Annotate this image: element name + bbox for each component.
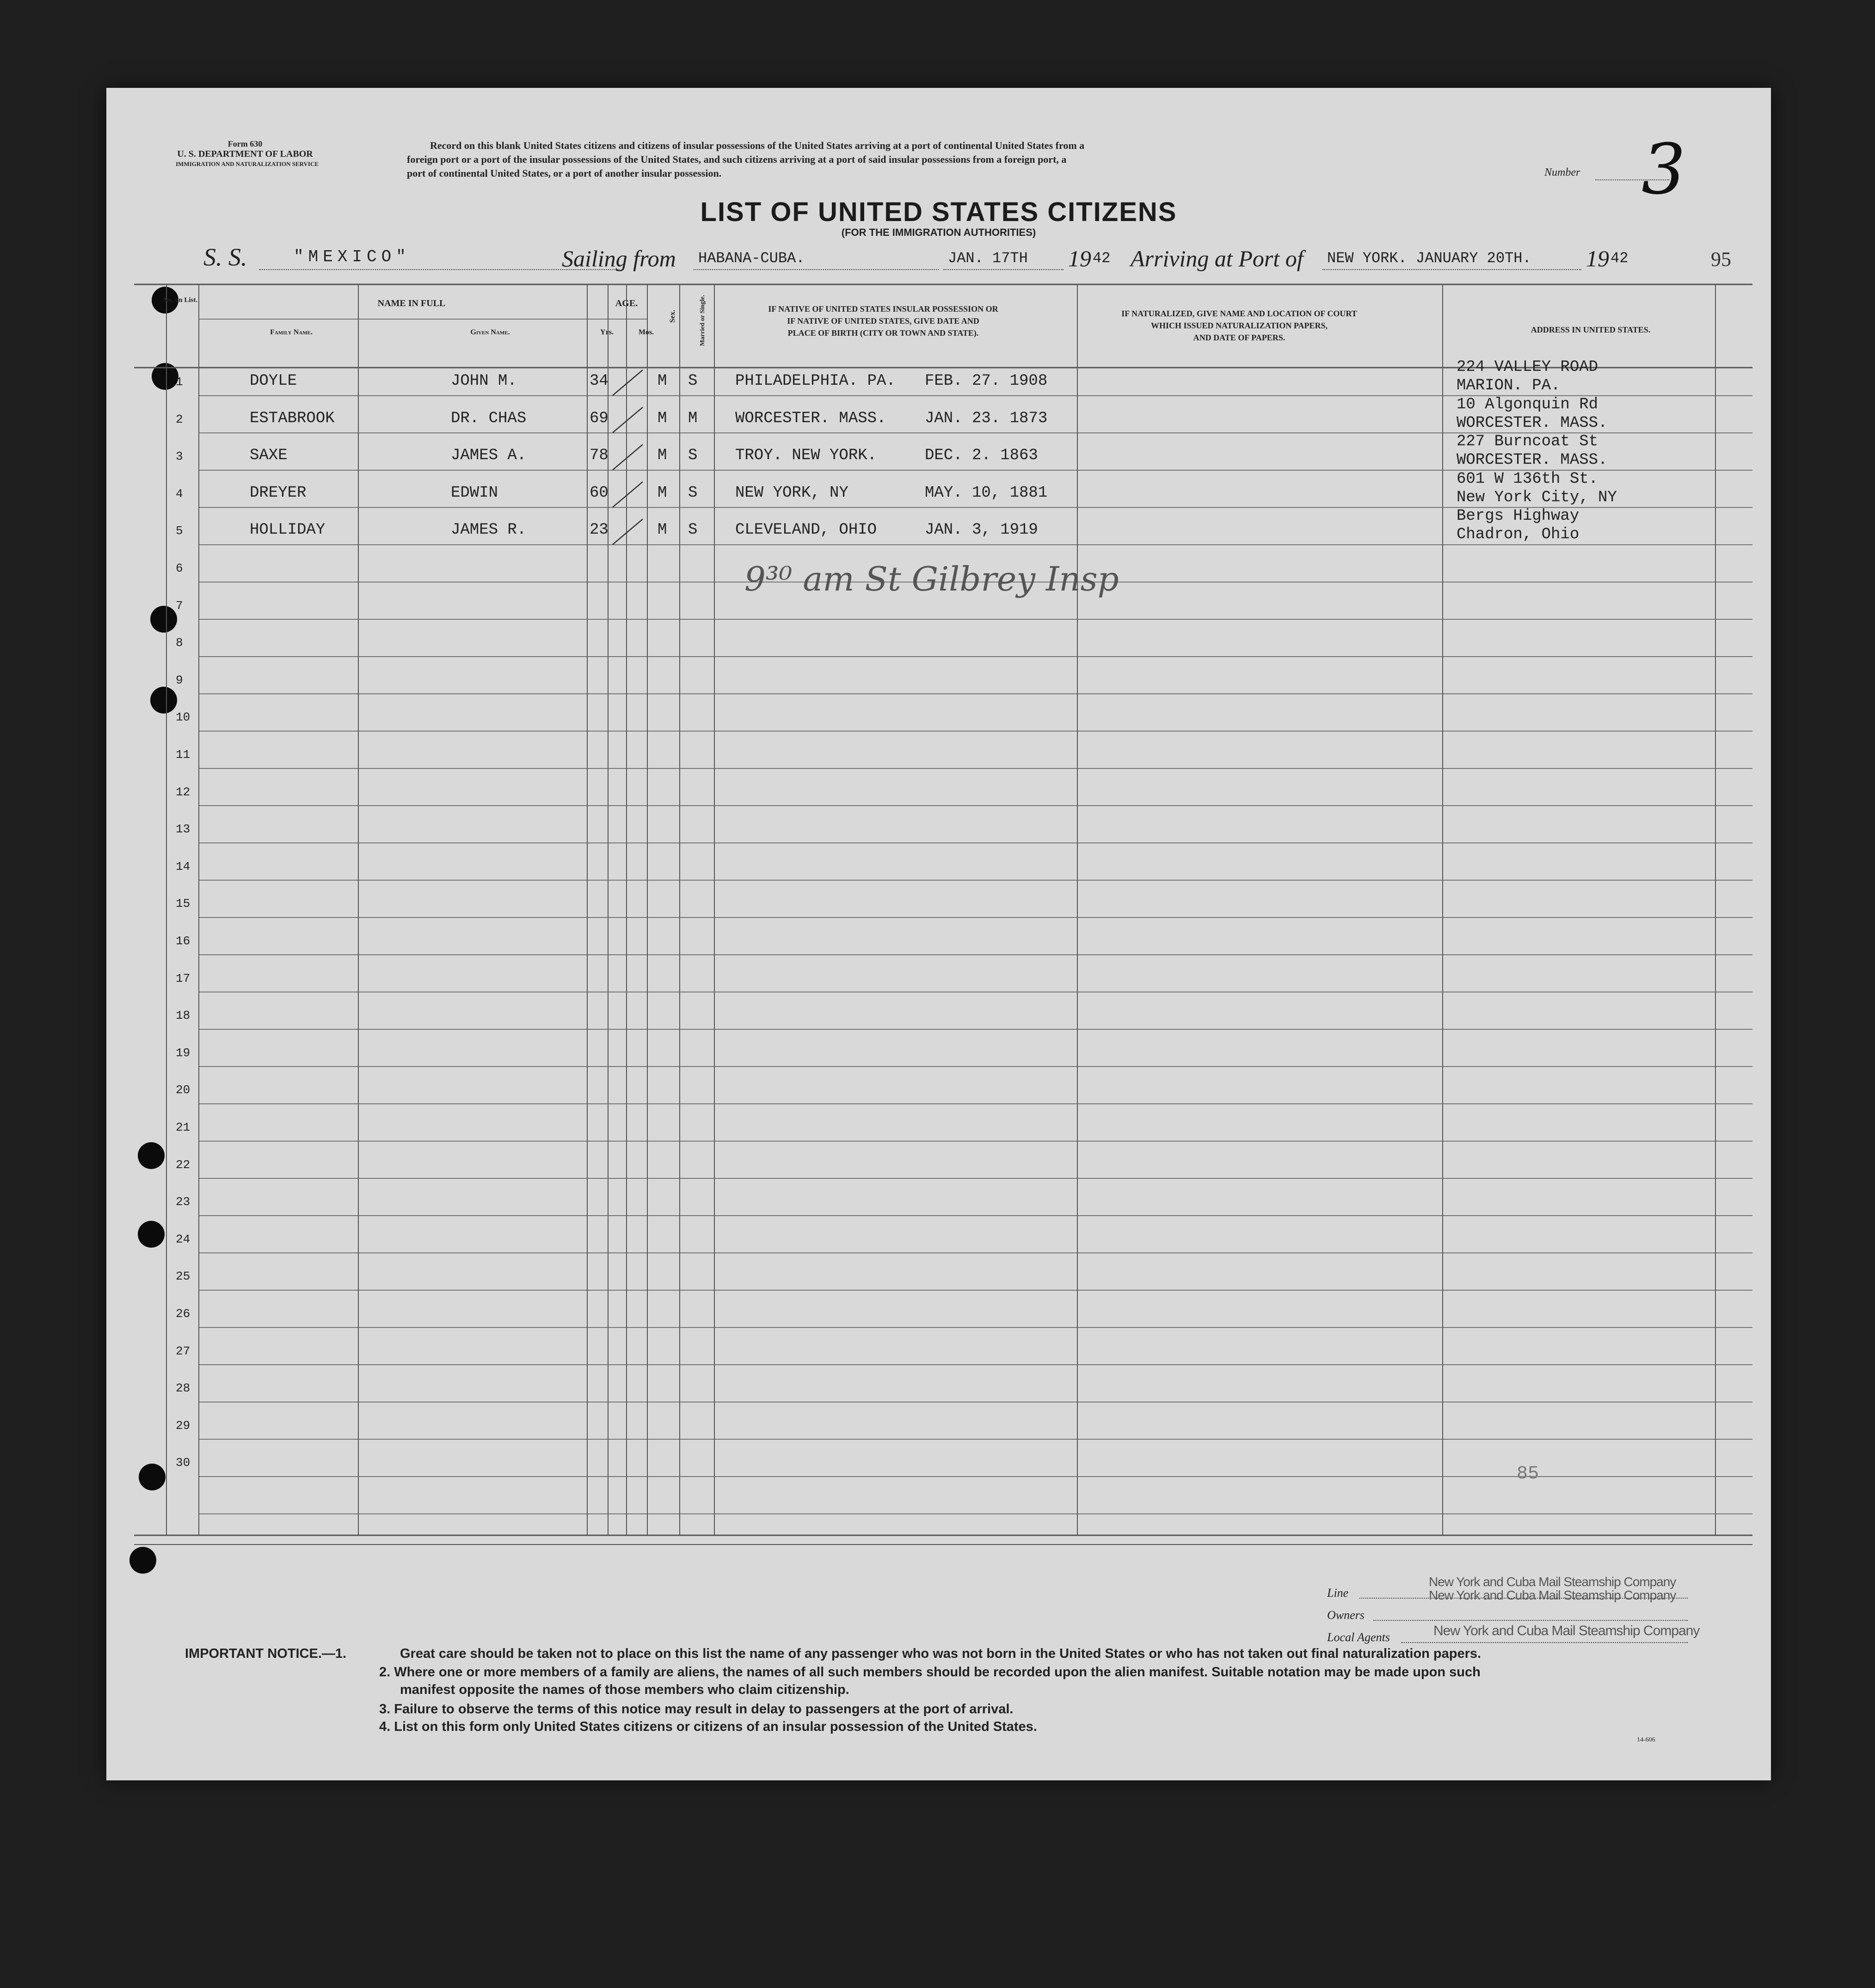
age-years: 78 [590, 447, 609, 465]
ss-label: S. S. [203, 243, 247, 271]
row-number: 26 [176, 1307, 191, 1321]
sailing-label: Sailing from [562, 246, 676, 271]
owners-value: New York and Cuba Mail Steamship Company [1429, 1588, 1676, 1602]
marital-status: S [688, 484, 698, 502]
header-sex: Sex. [669, 310, 676, 323]
birthplace: CLEVELAND, OHIO [735, 521, 877, 539]
footer-number: 85 [1517, 1464, 1539, 1484]
agents-value: New York and Cuba Mail Steamship Company [1433, 1623, 1700, 1638]
header-birth-line: IF NATIVE OF UNITED STATES, GIVE DATE AND [787, 316, 979, 326]
header-no-on-list: No. on List. [163, 296, 198, 304]
header-birth-line: IF NATIVE OF UNITED STATES INSULAR POSSESSION OR [768, 304, 998, 314]
marital-status: M [688, 409, 698, 427]
age-years: 60 [590, 484, 609, 502]
agents-label: Local Agents [1327, 1631, 1390, 1644]
page-title: LIST OF UNITED STATES CITIZENS [700, 197, 1177, 227]
notice-item-2-cont: manifest opposite the names of those members who claim citizenship. [400, 1682, 849, 1697]
sailing-year: 42 [1093, 250, 1111, 267]
birthplace: TROY. NEW YORK. [735, 447, 877, 465]
ship-name: "MEXICO" [294, 247, 411, 266]
age-years: 34 [590, 372, 609, 390]
address-line-1: 227 Burncoat St [1457, 433, 1598, 451]
marital-status: S [688, 447, 698, 465]
number-label: Number [1544, 166, 1580, 178]
arriving-label: Arriving at Port of [1131, 246, 1303, 271]
form-service: IMMIGRATION AND NATURALIZATION SERVICE [176, 160, 319, 167]
row-number: 18 [176, 1009, 191, 1023]
row-number: 9 [176, 673, 183, 687]
instruction-line: foreign port or a port of the insular possessions of the United States, and such citizens arriving at a port of said insular possessions from a foreign port, a [407, 154, 1067, 165]
birthplace: WORCESTER. MASS. [735, 409, 886, 427]
address-line-2: MARION. PA. [1457, 377, 1561, 394]
sailing-date: JAN. 17TH [948, 250, 1028, 267]
age-years: 23 [590, 521, 609, 539]
header-age: AGE. [615, 298, 638, 308]
address-line-2: Chadron, Ohio [1457, 526, 1580, 544]
address-line-2: New York City, NY [1457, 488, 1617, 506]
given-name: JAMES R. [451, 521, 527, 539]
birthdate: DEC. 2. 1863 [925, 447, 1038, 465]
form-department: U. S. DEPARTMENT OF LABOR [177, 149, 313, 159]
notice-item-2: 2. Where one or more members of a family are aliens, the names of all such members should be recorded upon the alien manifest. Suitable notation may be made upon such [379, 1665, 1481, 1680]
row-number: 24 [176, 1232, 191, 1246]
line-value: New York and Cuba Mail Steamship Company [1429, 1575, 1676, 1589]
notice-item-1: Great care should be taken not to place on this list the name of any passenger who was not born in the United States or who has not taken out final naturalization papers. [400, 1646, 1482, 1661]
birthdate: JAN. 23. 1873 [925, 409, 1048, 427]
form-number: Form 630 [227, 139, 263, 148]
row-number: 23 [176, 1195, 191, 1209]
birthdate: FEB. 27. 1908 [925, 372, 1048, 390]
address-line-2: WORCESTER. MASS. [1457, 414, 1608, 432]
family-name: HOLLIDAY [250, 521, 326, 539]
address-line-1: Bergs Highway [1457, 507, 1580, 525]
number-value: 3 [1641, 129, 1686, 210]
family-name: SAXE [250, 447, 288, 465]
marital-status: S [688, 372, 698, 390]
header-address: ADDRESS IN UNITED STATES. [1531, 325, 1651, 334]
header-mos: Mos. [638, 328, 654, 336]
given-name: JAMES A. [451, 447, 527, 465]
header-married: Married or Single. [699, 295, 706, 346]
header-birth [721, 303, 1045, 339]
row-number: 16 [176, 934, 191, 948]
sex: M [658, 447, 667, 465]
page-subtitle: (FOR THE IMMIGRATION AUTHORITIES) [841, 227, 1036, 238]
row-number: 3 [176, 449, 183, 464]
notice-heading: IMPORTANT NOTICE.—1. [185, 1646, 347, 1661]
line-label: Line [1327, 1586, 1349, 1600]
row-number: 21 [176, 1120, 191, 1134]
age-slash-mark [613, 407, 643, 433]
header-yrs: Yrs. [600, 328, 614, 336]
header-naturalized [1077, 308, 1401, 344]
birthdate: JAN. 3, 1919 [925, 521, 1038, 539]
row-number: 29 [176, 1418, 191, 1433]
corner-note: 95 [1711, 248, 1731, 271]
notice-item-4: 4. List on this form only United States citizens or citizens of an insular possession of the United States. [379, 1719, 1037, 1734]
inspector-note: 9³⁰ am St Gilbrey Insp [744, 560, 1119, 598]
sex: M [658, 484, 667, 502]
row-number: 22 [176, 1157, 191, 1172]
row-number: 1 [176, 375, 183, 389]
address-line-1: 224 VALLEY ROAD [1457, 358, 1598, 376]
notice-item-3: 3. Failure to observe the terms of this notice may result in delay to passengers at the port of arrival. [379, 1702, 1014, 1717]
address-line-2: WORCESTER. MASS. [1457, 451, 1608, 469]
header-naturalized-line: WHICH ISSUED NATURALIZATION PAPERS, [1150, 321, 1328, 330]
row-number: 8 [176, 636, 183, 650]
family-name: DOYLE [250, 372, 297, 390]
age-slash-mark [613, 370, 643, 395]
owners-underline [1373, 1620, 1688, 1621]
family-name: DREYER [250, 484, 307, 502]
given-name: DR. CHAS [451, 409, 527, 427]
owners-label: Owners [1327, 1608, 1365, 1622]
passenger-table [106, 88, 1771, 1780]
row-number: 11 [176, 748, 191, 762]
age-slash-mark [613, 482, 643, 507]
sailing-from: HABANA-CUBA. [698, 250, 805, 267]
sex: M [658, 372, 667, 390]
row-number: 5 [176, 524, 183, 538]
row-number: 28 [176, 1381, 191, 1396]
row-number: 17 [176, 971, 191, 985]
sex: M [658, 521, 667, 539]
sex: M [658, 409, 667, 427]
row-number: 25 [176, 1269, 191, 1284]
row-number: 12 [176, 785, 191, 799]
given-name: EDWIN [451, 484, 498, 502]
family-name: ESTABROOK [250, 409, 335, 427]
age-slash-mark [613, 444, 643, 470]
birthplace: NEW YORK, NY [735, 484, 848, 502]
address-line-1: 601 W 136th St. [1457, 470, 1598, 488]
row-number: 6 [176, 561, 183, 575]
header-family-name: Family Name. [270, 328, 313, 336]
instruction-line: port of continental United States, or a port of another insular possession. [407, 167, 722, 179]
arriving-port: NEW YORK. JANUARY 20TH. [1327, 250, 1531, 267]
manifest-page [106, 88, 1771, 1780]
row-number: 4 [176, 486, 183, 501]
header-birth-line: PLACE OF BIRTH (CITY OR TOWN AND STATE). [787, 328, 979, 338]
marital-status: S [688, 521, 698, 539]
table-grid [106, 88, 1771, 1780]
row-number: 14 [176, 859, 191, 874]
row-number: 15 [176, 897, 191, 911]
age-slash-mark [613, 519, 643, 544]
age-years: 69 [590, 409, 609, 427]
arriving-year: 42 [1611, 250, 1629, 267]
row-number: 2 [176, 412, 183, 426]
header-name-in-full: NAME IN FULL [377, 298, 446, 308]
header-naturalized-line: AND DATE OF PAPERS. [1193, 333, 1285, 342]
row-number: 10 [176, 710, 191, 725]
header-naturalized-line: IF NATURALIZED, GIVE NAME AND LOCATION OF COURT [1121, 309, 1357, 318]
birthplace: PHILADELPHIA. PA. [735, 372, 896, 390]
row-number: 19 [176, 1046, 191, 1060]
sailing-year-prefix: 19 [1068, 246, 1091, 271]
row-number: 27 [176, 1344, 191, 1358]
row-number: 30 [176, 1456, 191, 1470]
row-number: 13 [176, 822, 191, 837]
given-name: JOHN M. [451, 372, 517, 390]
birthdate: MAY. 10, 1881 [925, 484, 1048, 502]
instruction-line: Record on this blank United States citizens and citizens of insular possessions of the United States arriving at a port of continental United States from a [430, 140, 1085, 151]
agents-underline [1401, 1642, 1688, 1643]
arriving-year-prefix: 19 [1586, 246, 1609, 271]
row-number: 20 [176, 1083, 191, 1097]
header-given-name: Given Name. [470, 328, 510, 336]
address-line-1: 10 Algonquin Rd [1457, 395, 1598, 413]
row-number: 7 [176, 598, 183, 613]
form-code: 14-606 [1637, 1736, 1655, 1743]
